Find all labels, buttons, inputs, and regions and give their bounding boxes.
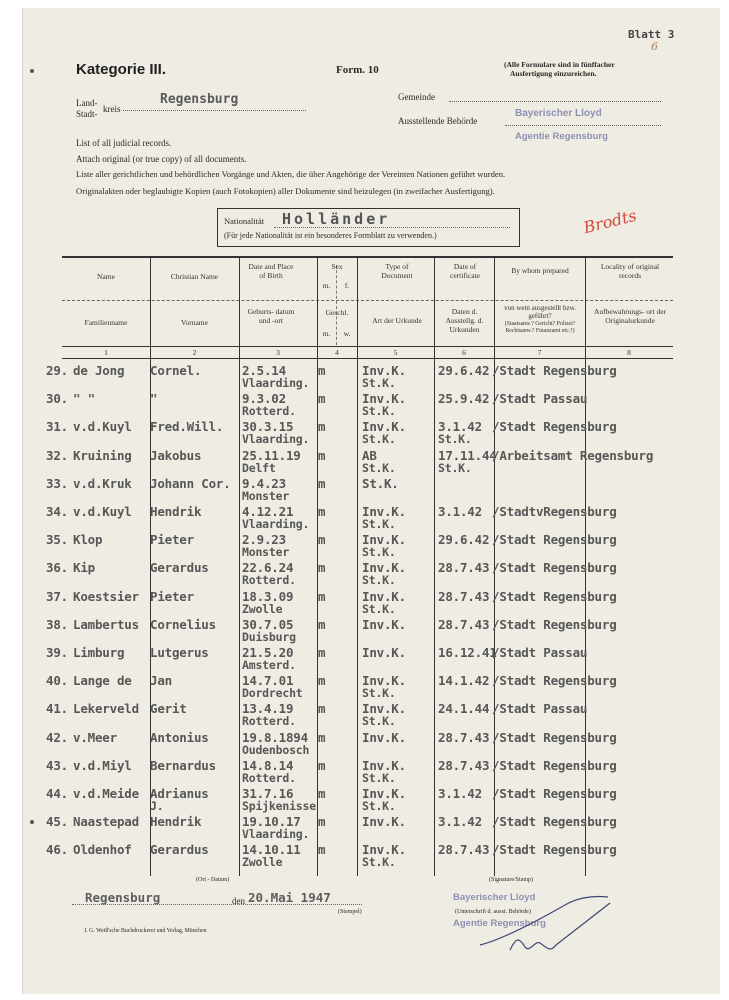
row-number: 34. [46,504,68,519]
sex: m [318,419,326,435]
instruction-line-1: List of all judicial records. [76,138,172,148]
sex: m [318,588,326,604]
row-number: 45. [46,814,68,830]
document-type: Inv.K. [362,729,406,745]
col7-header-de: von wem ausgestellt bzw. geführt? [504,304,576,320]
document-type: St.K. [362,475,399,491]
col4-de-w: w. [343,329,351,338]
land-label: Land- [76,98,98,108]
table-row [0,477,729,505]
birth-place: Rotterd. [242,573,296,588]
col5-header-de: Art der Urkunde [372,316,422,325]
certificate-date: 3.1.42 [438,504,482,519]
nationality-label: Nationalität [224,216,265,226]
birth-date: 14.10.11 [242,842,301,858]
family-name: Oldenhof [73,842,132,858]
family-name: Lange de [73,673,132,689]
col3-header-de: Geburts- datum und -ort [247,307,295,325]
certificate-date: 28.7.43 [438,588,490,604]
first-name: Pieter [150,532,194,548]
birth-place: Amsterd. [242,658,296,672]
sex: m [318,447,326,463]
nationality-value: Holländer [282,210,391,228]
table-top-border [62,256,673,258]
sex: m [318,616,326,632]
sex: m [318,673,326,689]
document-type: Inv.K. [362,532,406,548]
blatt-number: Blatt 3 [628,28,675,41]
first-name: Hendrik [150,814,202,830]
document-type-2: St.K. [362,545,396,560]
certificate-date: 25.9.42 [438,391,490,407]
document-type-2: St.K. [362,573,396,588]
sex: m [318,532,326,548]
family-name: " " [73,391,95,407]
stadt-label: Stadt- [76,109,98,119]
birth-place: Rotterd. [242,770,296,785]
kreis-label: kreis [103,104,121,114]
document-type: Inv.K. [362,504,406,519]
sex: m [318,475,326,491]
row-number: 42. [46,729,68,745]
first-name: Antonius [150,729,209,745]
table-row [0,787,729,815]
document-type: Inv.K. [362,391,406,407]
birth-place: Oudenbosch [242,742,310,757]
prepared-by: /Stadt Passau [492,701,588,717]
birth-date: 21.5.20 [242,645,294,660]
col1-header-en: Name [97,272,115,281]
prepared-by: /Stadt Regensburg [492,532,617,548]
birth-date: 2.5.14 [242,363,286,378]
first-name: Hendrik [150,504,202,519]
birth-date: 31.7.16 [242,786,294,801]
sex: m [318,701,326,717]
row-number: 41. [46,701,68,717]
col7-header-en: By whom prepared [511,266,569,275]
family-name: Koestsier [73,588,139,604]
birth-place: Vlaarding. [242,376,310,390]
header-divider [62,300,673,301]
gemeinde-underline [449,101,661,102]
row-number: 39. [46,645,68,660]
prepared-by: /Stadt Regensburg [492,616,617,632]
row-number: 35. [46,532,68,548]
birth-place: Vlaarding. [242,432,310,447]
sex: m [318,560,326,576]
document-type-2: St.K. [362,460,396,475]
instruction-line-3: Liste aller gerichtlichen und behördlichen Vorgänge und Akten, die über Angehörige der Vereinten Nationen geführt wurden. [76,169,506,179]
document-type: Inv.K. [362,673,406,689]
behoerde-underline [505,125,661,126]
form-number: Form. 10 [336,64,379,76]
birth-date: 4.12.21 [242,504,294,519]
col8-number: 8 [627,348,631,357]
certificate-date: 28.7.43 [438,616,490,632]
ort-datum-label: (Ort - Datum) [196,877,230,883]
footer-date-underline [72,904,362,905]
birth-place: Zwolle [242,855,283,870]
first-name: Gerardus [150,842,209,858]
certificate-date: 28.7.43 [438,842,490,858]
prepared-by: /Stadt Regensburg [492,588,617,604]
family-name: v.d.Kuyl [73,504,132,519]
first-name-cont: J. [150,799,164,813]
document-type-2: St.K. [362,517,396,531]
document-type: Inv.K. [362,645,406,660]
first-name: Jakobus [150,447,202,463]
col2-header-de: Vorname [181,318,208,327]
first-name: Gerit [150,701,187,717]
first-name: Cornel. [150,363,202,378]
document-type-2: St.K. [362,714,396,729]
birth-place: Duisburg [242,629,296,644]
family-name: v.d.Kruk [73,475,132,491]
kreis-value: Regensburg [160,92,239,107]
handwritten-annotation: Brodts [581,205,639,238]
prepared-by: /Stadt Regensburg [492,363,617,378]
gemeinde-label: Gemeinde [398,92,435,102]
row-number: 40. [46,673,68,689]
instruction-line-4: Originalakten oder beglaubigte Kopien (auch Fotokopien) aller Dokumente sind beizulegen (in zweifacher Ausfertigung). [76,186,495,196]
family-name: Lambertus [73,616,139,632]
row-number: 30. [46,391,68,407]
birth-place: Rotterd. [242,404,296,419]
stempel-label: (Stempel) [338,909,362,915]
certificate-date: 14.1.42 [438,673,490,689]
table-row [0,674,729,702]
col8-header-en: Locality of original records [600,262,660,280]
family-name: v.d.Miyl [73,757,132,773]
document-type: Inv.K. [362,814,406,830]
birth-date: 18.3.09 [242,588,294,604]
certificate-date: 24.1.44 [438,701,490,717]
table-row [0,731,729,759]
row-number: 31. [46,419,68,435]
certificate-date-2: St.K. [438,432,472,447]
table-row [0,505,729,533]
prepared-by: /Stadt Regensburg [492,729,617,745]
col1-number: 1 [104,348,108,357]
document-type: Inv.K. [362,701,406,717]
table-row [0,392,729,420]
sex: m [318,842,326,858]
col2-number: 2 [192,348,197,357]
row-number: 33. [46,475,68,491]
certificate-date: 3.1.42 [438,419,482,435]
first-name: Fred.Will. [150,419,224,435]
first-name: Pieter [150,588,194,604]
family-name: Kruining [73,447,132,463]
sex: m [318,814,326,830]
footer-den: den [232,896,245,906]
birth-date: 30.7.05 [242,616,294,632]
col6-header-en: Date of certificate [450,262,480,280]
sex: m [318,757,326,773]
prepared-by: /Stadt Regensburg [492,786,617,801]
first-name: Jan [150,673,172,689]
certificate-date: 28.7.43 [438,729,490,745]
document-type: Inv.K. [362,560,406,576]
first-name: Bernardus [150,757,216,773]
birth-place: Dordrecht [242,686,303,701]
first-name: Gerardus [150,560,209,576]
table-row [0,533,729,561]
birth-date: 22.6.24 [242,560,294,576]
col3-header-en: Date and Place of Birth [248,262,294,280]
blatt-handwritten-note: 6 [651,40,658,53]
prepared-by: /Stadt Passau [492,391,588,407]
family-name: Limburg [73,645,125,660]
table-row [0,420,729,448]
header-stamp-line1: Bayerischer Lloyd [515,108,602,119]
certificate-date-2: St.K. [438,460,472,475]
birth-place: Monster [242,545,290,560]
table-row [0,449,729,477]
signature [470,895,620,965]
document-type: Inv.K. [362,786,406,801]
document-type: Inv.K. [362,363,406,378]
punch-mark-top [30,69,34,73]
table-row [0,364,729,392]
birth-date: 19.10.17 [242,814,301,830]
col1-header-de: Familienname [84,318,128,327]
table-row [0,843,729,871]
first-name: Johann Cor. [150,475,231,491]
first-name: Cornelius [150,616,216,632]
birth-place: Spijkenisse [242,799,316,813]
first-name: Lutgerus [150,645,209,660]
col6-number: 6 [462,348,466,357]
table-row [0,590,729,618]
sex: m [318,504,326,519]
sex: m [318,391,326,407]
behoerde-label: Ausstellende Behörde [398,116,478,126]
row-number: 38. [46,616,68,632]
sex: m [318,645,326,660]
document-type-2: St.K. [362,799,396,813]
certificate-date: 29.6.42 [438,363,490,378]
document-type: Inv.K. [362,757,406,773]
document-type-2: St.K. [362,855,396,870]
table-row [0,759,729,787]
footer-place: Regensburg [85,890,161,905]
birth-place: Vlaarding. [242,827,310,842]
document-type: Inv.K. [362,616,406,632]
certificate-date: 17.11.44 [438,447,497,463]
nationality-underline [274,227,510,228]
family-name: Naastepad [73,814,139,830]
certificate-date: 3.1.42 [438,814,482,830]
birth-date: 13.4.19 [242,701,294,717]
prepared-by: /StadtvRegensburg [492,504,617,519]
certificate-date: 28.7.43 [438,757,490,773]
birth-date: 14.7.01 [242,673,294,689]
copies-note-line1: (Alle Formulare sind in fünffacher [504,60,615,69]
col8-header-de: Aufbewahrungs- ort der Originalurkunde [593,307,667,325]
certificate-date: 3.1.42 [438,786,482,801]
birth-date: 30.3.15 [242,419,294,435]
prepared-by: /Stadt Regensburg [492,814,617,830]
document-type-2: St.K. [362,404,396,419]
table-row [0,618,729,646]
nationality-note: (Für jede Nationalität ist ein besonderes Formblatt zu verwenden.) [224,231,437,240]
document-type: Inv.K. [362,588,406,604]
col4-number: 4 [335,348,339,357]
prepared-by: /Stadt Regensburg [492,673,617,689]
document-type-2: St.K. [362,601,396,616]
document-type: Inv.K. [362,842,406,858]
col6-header-de: Daten d. Ausstellg. d. Urkunden [445,307,484,334]
prepared-by: /Stadt Regensburg [492,842,617,858]
document-type: AB [362,447,377,463]
sex: m [318,786,326,801]
birth-place: Vlaarding. [242,517,310,531]
col5-header-en: Type of Document [381,262,413,280]
family-name: v.d.Kuyl [73,419,132,435]
col4-de-m: m. [322,329,331,338]
prepared-by: /Stadt Regensburg [492,560,617,576]
printer-imprint: J. G. Weiß'sche Buchdruckerei und Verlag, München [84,928,207,934]
family-name: Klop [73,532,103,548]
col5-number: 5 [393,348,398,357]
col4-header-en: Sex [331,262,343,271]
birth-place: Delft [242,460,276,475]
header-stamp-line2: Agentie Regensburg [515,131,608,142]
birth-date: 14.8.14 [242,757,294,773]
document-type-2: St.K. [362,432,396,447]
col7-number: 7 [537,348,542,357]
first-name: " [150,391,158,407]
kategorie-title: Kategorie III. [76,61,167,78]
certificate-date: 16.12.41 [438,645,497,660]
birth-date: 25.11.19 [242,447,301,463]
row-number: 29. [46,363,68,378]
birth-date: 9.3.02 [242,391,286,407]
family-name: Kip [73,560,95,576]
row-number: 43. [46,757,68,773]
sex: m [318,729,326,745]
row-number: 36. [46,560,68,576]
prepared-by: /Stadt Regensburg [492,757,617,773]
family-name: Lekerveld [73,701,139,717]
col3-number: 3 [276,348,280,357]
birth-date: 19.8.1894 [242,729,308,745]
col2-header-en: Christian Name [170,272,219,281]
document-type-2: St.K. [362,770,396,785]
table-row [0,561,729,589]
prepared-by: /Arbeitsamt Regensburg [492,447,654,463]
document-type-2: St.K. [362,686,396,701]
copies-note-line2: Ausfertigung einzureichen. [510,69,597,78]
footer-stamp-line1: Bayerischer Lloyd [453,892,536,903]
signature-label: (Signature/Stamp) [489,877,533,883]
footer-date: 20.Mai 1947 [248,890,331,905]
row-number: 46. [46,842,68,858]
sex: m [318,363,326,378]
birth-place: Zwolle [242,601,283,616]
birth-date: 2.9.23 [242,532,286,548]
document-type-2: St.K. [362,376,396,390]
family-name: v.Meer [73,729,117,745]
unterschrift-label: (Unterschrift d. ausst. Behörde) [455,909,531,915]
instruction-line-2: Attach original (or true copy) of all documents. [76,154,247,164]
document-type: Inv.K. [362,419,406,435]
row-number: 32. [46,447,68,463]
certificate-date: 29.6.42 [438,532,490,548]
first-name: Adrianus [150,786,209,801]
row-number: 44. [46,786,68,801]
footer-stamp-line2: Agentie Regensburg [453,918,546,929]
birth-place: Rotterd. [242,714,296,729]
family-name: v.d.Meide [73,786,139,801]
col7-header-de-small: (Staatsanw.? Gericht? Polizei? Rechtsanw.? Finanzamt etc.?) [504,321,576,334]
table-row [0,702,729,730]
table-row [0,646,729,674]
prepared-by: /Stadt Regensburg [492,419,617,435]
col4-header-de: Geschl. [325,308,349,317]
certificate-date: 28.7.43 [438,560,490,576]
number-row-border [62,358,673,359]
birth-date: 9.4.23 [242,475,286,491]
prepared-by: /Stadt Passau [492,645,588,660]
birth-place: Monster [242,488,290,503]
kreis-underline [123,110,306,111]
col4-sub-f: f. [344,281,350,290]
table-row [0,815,729,843]
header-bottom-border [62,346,673,347]
col4-sub-m: m. [322,281,331,290]
row-number: 37. [46,588,68,604]
family-name: de Jong [73,363,125,378]
